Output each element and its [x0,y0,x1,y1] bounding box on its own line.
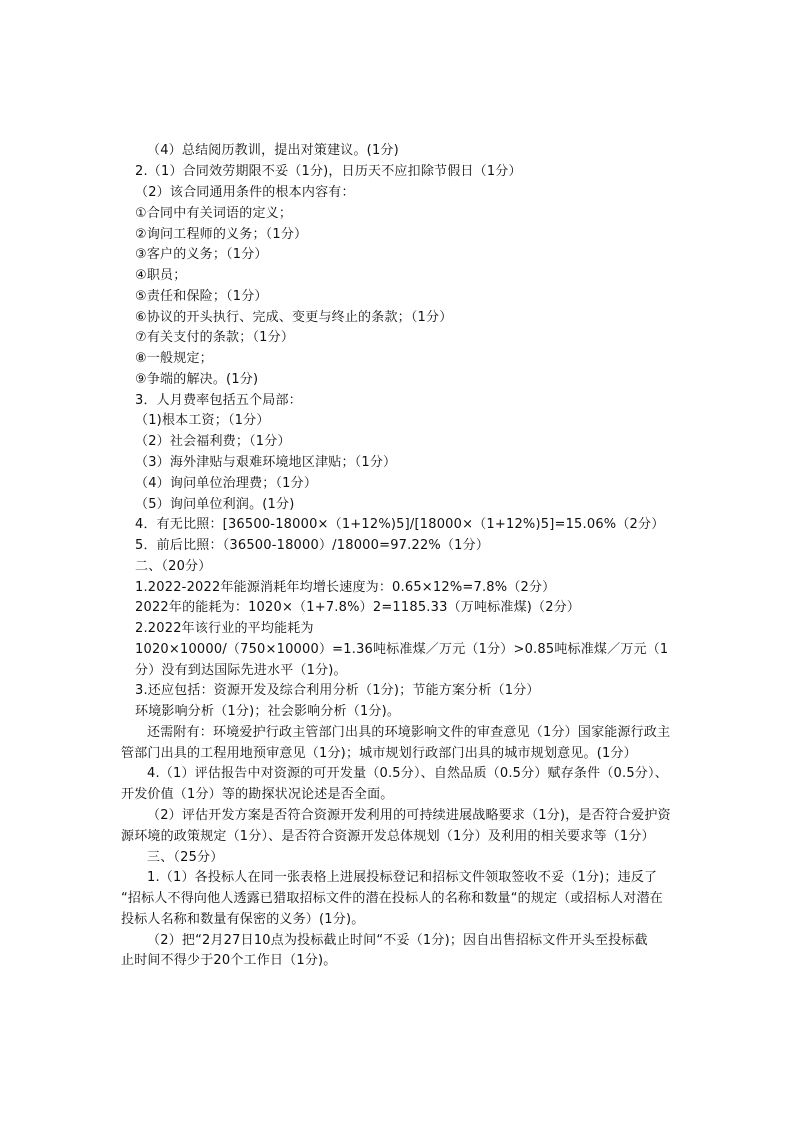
text-line: 3．人月费率包括五个局部： [135,393,302,408]
text-line: 4．有无比照：[36500-18000×（1+12%)5]/[18000×（1+12%)5]=15.06%（2分） [135,517,665,532]
section-heading: 三、（25分） [147,850,224,865]
text-line: 1.（1）各投标人在同一张表格上进展投标登记和招标文件领取签收不妥（1分)；违反了 [147,870,658,885]
text-line: 2.2022年该行业的平均能耗为 [135,621,314,636]
text-line: 投标人名称和数量有保密的义务）(1分)。 [121,912,365,927]
text-line: ⑤责任和保险；（1分） [135,289,268,304]
text-line: 源环境的政策规定（1分）、是否符合资源开发总体规划（1分）及利用的相关要求等（1分） [121,829,655,844]
text-line: （5）询问单位利润。(1分) [135,497,295,512]
text-line: “招标人不得向他人透露已猎取招标文件的潜在投标人的名称和数量“的规定（或招标人对潜在 [121,891,663,906]
text-line: 1020×10000/（750×10000）=1.36吨标准煤／万元（1分）>0.85吨标准煤／万元（1 [135,642,669,657]
section-heading: 二、（20分） [135,559,212,574]
text-line: 分）没有到达国际先进水平（1分)。 [135,663,347,678]
text-line: （2）把“2月27日10点为投标截止时间“不妥（1分)；因自出售招标文件开头至投标截 [147,933,648,948]
text-line: （2）社会福利费；（1分） [135,434,291,449]
text-line: ⑨争端的解决。(1分) [135,372,259,387]
text-line: 3.还应包括：资源开发及综合利用分析（1分)；节能方案分析（1分） [135,683,540,698]
text-line: 还需附有：环境爱护行政主管部门出具的环境影响文件的审查意见（1分）国家能源行政主 [147,725,671,740]
text-line: ⑦有关支付的条款；（1分） [135,330,295,345]
text-line: 环境影响分析（1分)；社会影响分析（1分)。 [135,704,401,719]
text-line: （3）海外津贴与艰难环境地区津贴；（1分） [135,455,397,470]
text-line: 4.（1）评估报告中对资源的可开发量（0.5分）、自然品质（0.5分）赋存条件（0.5分）、 [147,766,668,781]
text-line: ②询问工程师的义务；（1分） [135,227,308,242]
text-line: （2）评估开发方案是否符合资源开发利用的可持续进展战略要求（1分)，是否符合爱护资 [147,808,671,823]
text-line: 5．前后比照：（36500-18000）/18000=97.22%（1分） [135,538,490,553]
text-line: 2.（1）合同效劳期限不妥（1分)，日历天不应扣除节假日（1分） [135,164,522,179]
text-line: 止时间不得少于20个工作日（1分)。 [121,953,337,968]
text-line: 1.2022-2022年能源消耗年均增长速度为：0.65×12%=7.8%（2分） [135,580,556,595]
text-line: ⑥协议的开头执行、完成、变更与终止的条款；（1分） [135,310,453,325]
text-line: （1)根本工资；（1分） [135,413,270,428]
text-line: 2022年的能耗为：1020×（1+7.8%）2=1185.33（万吨标准煤)（2分） [135,600,581,615]
text-line: ①合同中有关词语的定义； [135,206,293,221]
text-line: （4）询问单位治理费；（1分） [135,476,318,491]
text-line: （4）总结阅历教训，提出对策建议。(1分) [147,143,399,158]
text-line: 开发价值（1分）等的勘探状况论述是否全面。 [121,787,394,802]
text-line: （2）该合同通用条件的根本内容有： [135,185,355,200]
text-line: ③客户的义务；（1分） [135,247,268,262]
text-line: ⑧一般规定； [135,351,213,366]
text-line: ④职员； [135,268,187,283]
text-line: 管部门出具的工程用地预审意见（1分)；城市规划行政部门出具的城市规划意见。(1分） [121,746,637,761]
